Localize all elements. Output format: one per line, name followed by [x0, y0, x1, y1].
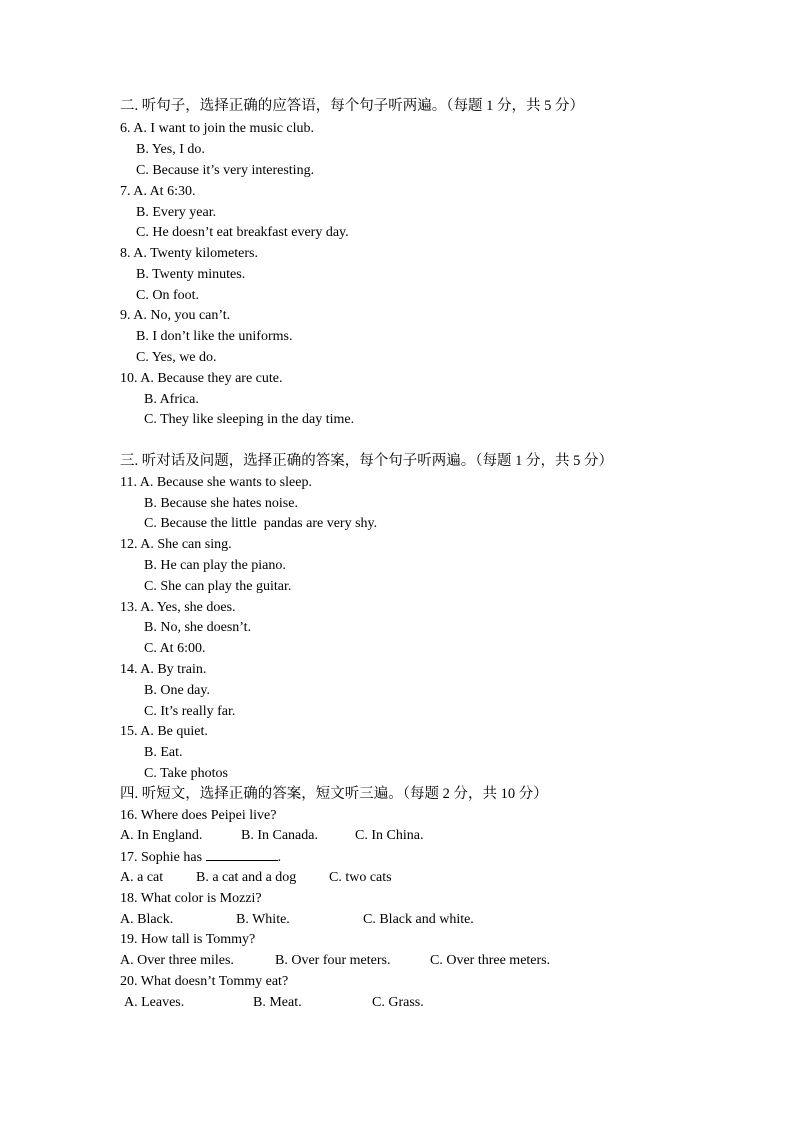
q12-option-b: B. He can play the piano. — [144, 558, 286, 573]
q20-option-c: C. Grass. — [372, 995, 424, 1010]
q18-question: 18. What color is Mozzi? — [120, 891, 262, 906]
q8-option-c: C. On foot. — [136, 288, 199, 303]
q10-option-b: B. Africa. — [144, 392, 199, 407]
q17-question-end: . — [277, 850, 282, 865]
q11-option-a: 11. A. Because she wants to sleep. — [120, 475, 312, 490]
q17-question — [120, 848, 281, 866]
section-3-heading: 三. 听对话及问题，选择正确的答案，每个句子听两遍。（每题 1 分，共 5 分） — [120, 453, 613, 469]
q9-option-c: C. Yes, we do. — [136, 350, 217, 365]
q11-option-c: C. Because the little pandas are very shy. — [144, 516, 378, 531]
q18-option-a: A. Black. — [120, 912, 174, 927]
q17-option-c: C. two cats — [329, 870, 392, 885]
q19-question: 19. How tall is Tommy? — [120, 932, 256, 947]
q10-option-a: 10. A. Because they are cute. — [120, 371, 283, 386]
q15-option-c: C. Take photos — [144, 766, 228, 781]
q15-option-b: B. Eat. — [144, 745, 183, 760]
q13-option-c: C. At 6:00. — [144, 641, 206, 656]
q20-option-a: A. Leaves. — [124, 995, 185, 1010]
q14-option-b: B. One day. — [144, 683, 210, 698]
q16-option-b: B. In Canada. — [241, 828, 318, 843]
q16-option-a: A. In England. — [120, 828, 203, 843]
q6-option-c: C. Because it’s very interesting. — [136, 163, 315, 178]
q14-option-a: 14. A. By train. — [120, 662, 207, 677]
section-4-heading: 四. 听短文，选择正确的答案，短文听三遍。（每题 2 分，共 10 分） — [120, 786, 548, 802]
q19-option-a: A. Over three miles. — [120, 953, 234, 968]
q11-option-b: B. Because she hates noise. — [144, 496, 298, 511]
q10-option-c: C. They like sleeping in the day time. — [144, 412, 355, 427]
q7-option-a: 7. A. At 6:30. — [120, 184, 196, 199]
q8-option-b: B. Twenty minutes. — [136, 267, 246, 282]
q18-option-b: B. White. — [236, 912, 290, 927]
q12-option-a: 12. A. She can sing. — [120, 537, 232, 552]
q17-option-a: A. a cat — [120, 870, 164, 885]
q20-option-b: B. Meat. — [253, 995, 302, 1010]
q14-option-c: C. It’s really far. — [144, 704, 236, 719]
q6-option-b: B. Yes, I do. — [136, 142, 205, 157]
q15-option-a: 15. A. Be quiet. — [120, 724, 208, 739]
q19-option-c: C. Over three meters. — [430, 953, 551, 968]
q13-option-b: B. No, she doesn’t. — [144, 620, 252, 635]
q19-option-b: B. Over four meters. — [275, 953, 391, 968]
q12-option-c: C. She can play the guitar. — [144, 579, 292, 594]
q16-question: 16. Where does Peipei live? — [120, 808, 277, 823]
q7-option-c: C. He doesn’t eat breakfast every day. — [136, 225, 349, 240]
section-2-heading: 二. 听句子，选择正确的应答语，每个句子听两遍。（每题 1 分，共 5 分） — [120, 98, 584, 114]
q16-option-c: C. In China. — [355, 828, 424, 843]
q13-option-a: 13. A. Yes, she does. — [120, 600, 236, 615]
q18-option-c: C. Black and white. — [363, 912, 474, 927]
q8-option-a: 8. A. Twenty kilometers. — [120, 246, 258, 261]
q6-option-a: 6. A. I want to join the music club. — [120, 121, 315, 136]
q17-question-text: 17. Sophie has — [120, 850, 203, 865]
q17-option-b: B. a cat and a dog — [196, 870, 297, 885]
q7-option-b: B. Every year. — [136, 205, 217, 220]
q9-option-b: B. I don’t like the uniforms. — [136, 329, 293, 344]
q9-option-a: 9. A. No, you can’t. — [120, 308, 231, 323]
q17-answer-blank — [206, 848, 278, 861]
q20-question: 20. What doesn’t Tommy eat? — [120, 974, 289, 989]
